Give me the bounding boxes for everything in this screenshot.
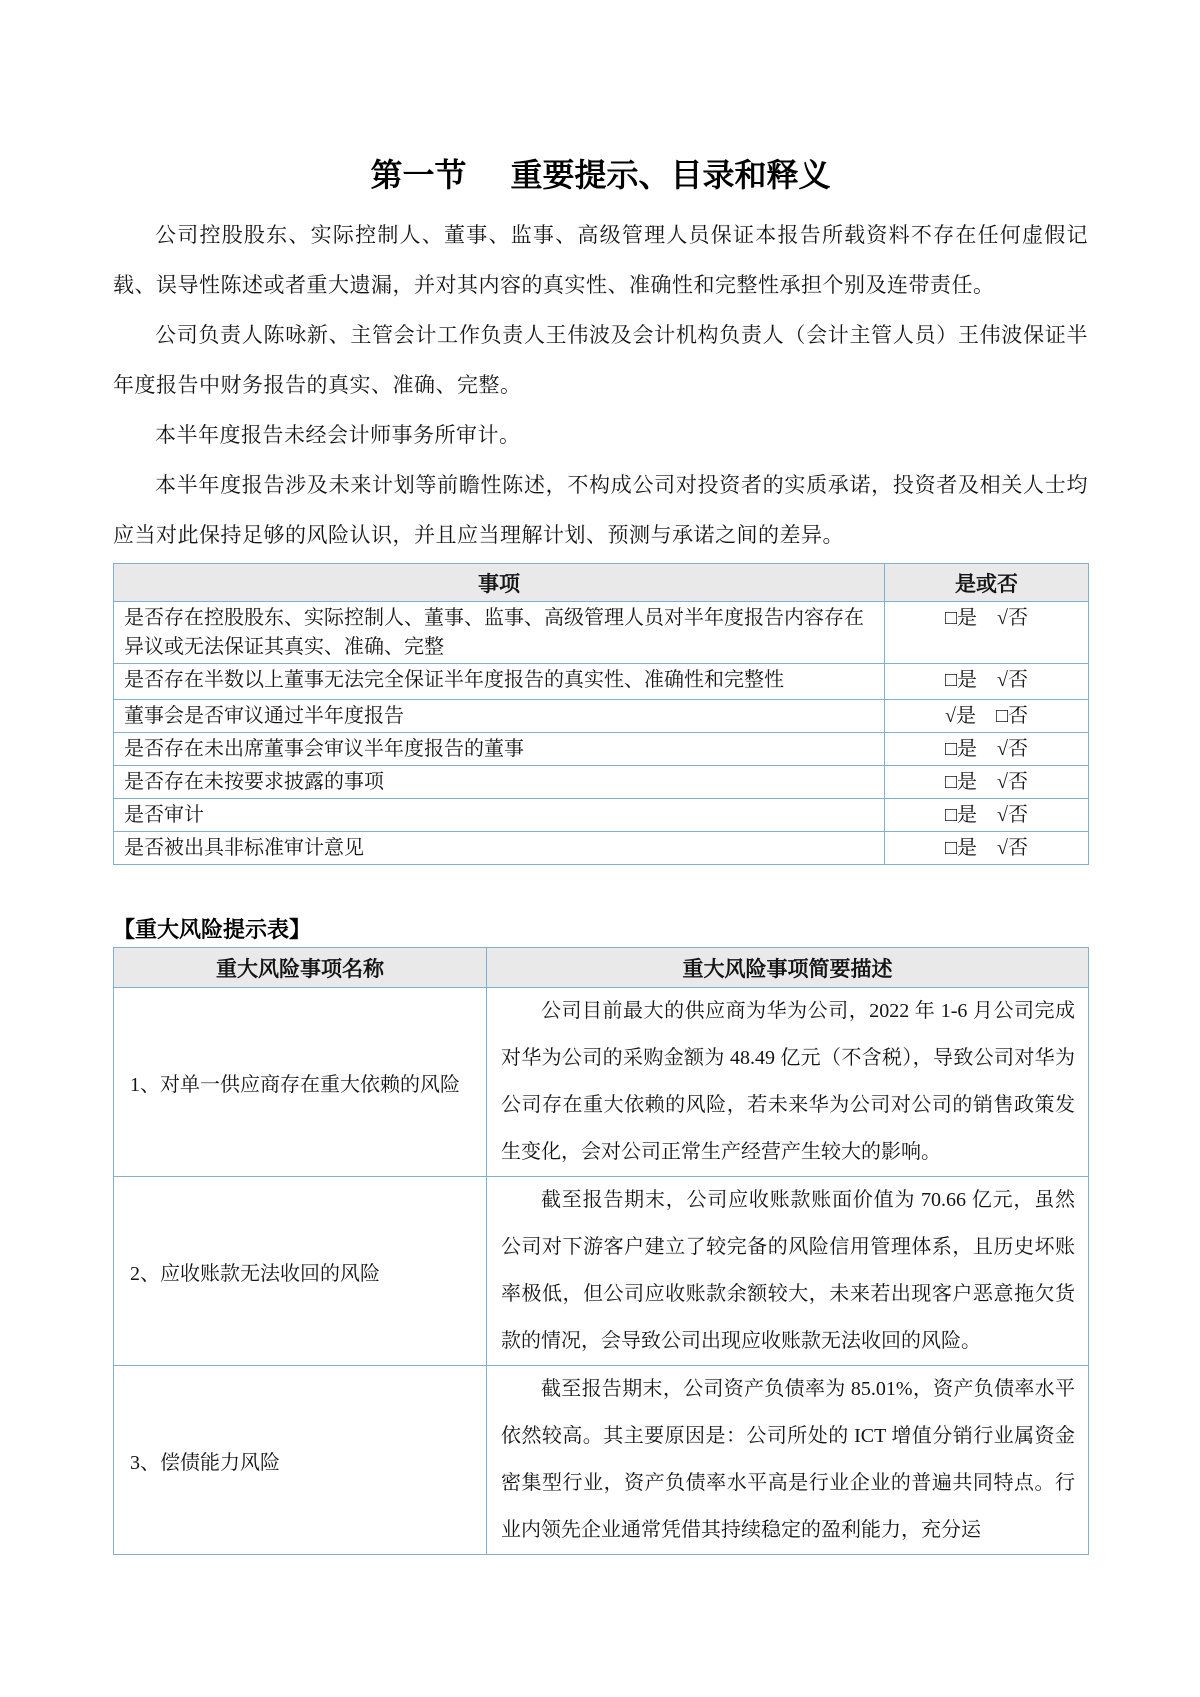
- risk-row-solvency: [114, 1366, 1089, 1555]
- table-row: [114, 733, 1089, 766]
- statement-item: 是否审计: [114, 799, 885, 832]
- risk-description: 截至报告期末，公司资产负债率为 85.01%，资产负债率水平依然较高。其主要原因是：公司所处的 ICT 增值分销行业属资金密集型行业，资产负债率水平高是行业企业的普遍共同特点。行业内领先企业通常凭借其持续稳定的盈利能力，充分运: [487, 1366, 1089, 1555]
- risk-name: 3、偿债能力风险: [114, 1366, 487, 1555]
- risk-table-heading: 【重大风险提示表】: [113, 917, 312, 942]
- intro-paragraphs: [113, 210, 1088, 560]
- table-row: [114, 799, 1089, 832]
- paragraph-responsible-persons: 公司负责人陈咏新、主管会计工作负责人王伟波及会计机构负责人（会计主管人员）王伟波保证半年度报告中财务报告的真实、准确、完整。: [113, 323, 1088, 397]
- risk-description: 截至报告期末，公司应收账款账面价值为 70.66 亿元，虽然公司对下游客户建立了较完备的风险信用管理体系，且历史坏账率极低，但公司应收账款余额较大，未来若出现客户恶意拖欠货款的情况，会导致公司出现应收账款无法收回的风险。: [487, 1177, 1089, 1366]
- page-content: [113, 0, 1088, 1555]
- statement-table: [113, 563, 1089, 865]
- statement-item: 是否存在控股股东、实际控制人、董事、监事、高级管理人员对半年度报告内容存在异议或无法保证其真实、准确、完整: [114, 602, 885, 664]
- section-title-text: 重要提示、目录和释义: [510, 157, 831, 193]
- statement-item: 是否存在半数以上董事无法完全保证半年度报告的真实性、准确性和完整性: [114, 664, 885, 700]
- column-header-yes-no: 是或否: [885, 564, 1089, 602]
- table-row: [114, 766, 1089, 799]
- table-row: [114, 602, 1089, 664]
- table-row: [114, 700, 1089, 733]
- risk-name: 1、对单一供应商存在重大依赖的风险: [114, 988, 487, 1177]
- statement-table-header-row: [114, 564, 1089, 602]
- paragraph-unaudited: 本半年度报告未经会计师事务所审计。: [155, 423, 521, 447]
- section-title: [113, 152, 1088, 198]
- column-header-risk-name: 重大风险事项名称: [114, 948, 487, 988]
- statement-answer: □是 √否: [885, 733, 1089, 766]
- paragraph-forward-looking: 本半年度报告涉及未来计划等前瞻性陈述，不构成公司对投资者的实质承诺，投资者及相关人士均应当对此保持足够的风险认识，并且应当理解计划、预测与承诺之间的差异。: [113, 473, 1088, 547]
- paragraph-guarantee: 公司控股股东、实际控制人、董事、监事、高级管理人员保证本报告所载资料不存在任何虚假记载、误导性陈述或者重大遗漏，并对其内容的真实性、准确性和完整性承担个别及连带责任。: [113, 223, 1088, 297]
- risk-table-header-row: [114, 948, 1089, 988]
- statement-answer: □是 √否: [885, 766, 1089, 799]
- risk-name: 2、应收账款无法收回的风险: [114, 1177, 487, 1366]
- statement-answer: √是 □否: [885, 700, 1089, 733]
- statement-item: 是否存在未出席董事会审议半年度报告的董事: [114, 733, 885, 766]
- column-header-item: 事项: [114, 564, 885, 602]
- statement-answer: □是 √否: [885, 664, 1089, 700]
- column-header-risk-description: 重大风险事项简要描述: [487, 948, 1089, 988]
- statement-answer: □是 √否: [885, 602, 1089, 664]
- risk-table: [113, 947, 1089, 1555]
- risk-row-receivables: [114, 1177, 1089, 1366]
- statement-item: 是否被出具非标准审计意见: [114, 832, 885, 865]
- risk-description: 公司目前最大的供应商为华为公司，2022 年 1-6 月公司完成对华为公司的采购金额为 48.49 亿元（不含税），导致公司对华为公司存在重大依赖的风险，若未来华为公司对公司的销售政策发生变化，会对公司正常生产经营产生较大的影响。: [487, 988, 1089, 1177]
- statement-item: 董事会是否审议通过半年度报告: [114, 700, 885, 733]
- table-row: [114, 832, 1089, 865]
- statement-answer: □是 √否: [885, 832, 1089, 865]
- statement-answer: □是 √否: [885, 799, 1089, 832]
- statement-item: 是否存在未按要求披露的事项: [114, 766, 885, 799]
- table-row: [114, 664, 1089, 700]
- section-title-number: 第一节: [370, 157, 467, 193]
- risk-row-supplier-dependence: [114, 988, 1089, 1177]
